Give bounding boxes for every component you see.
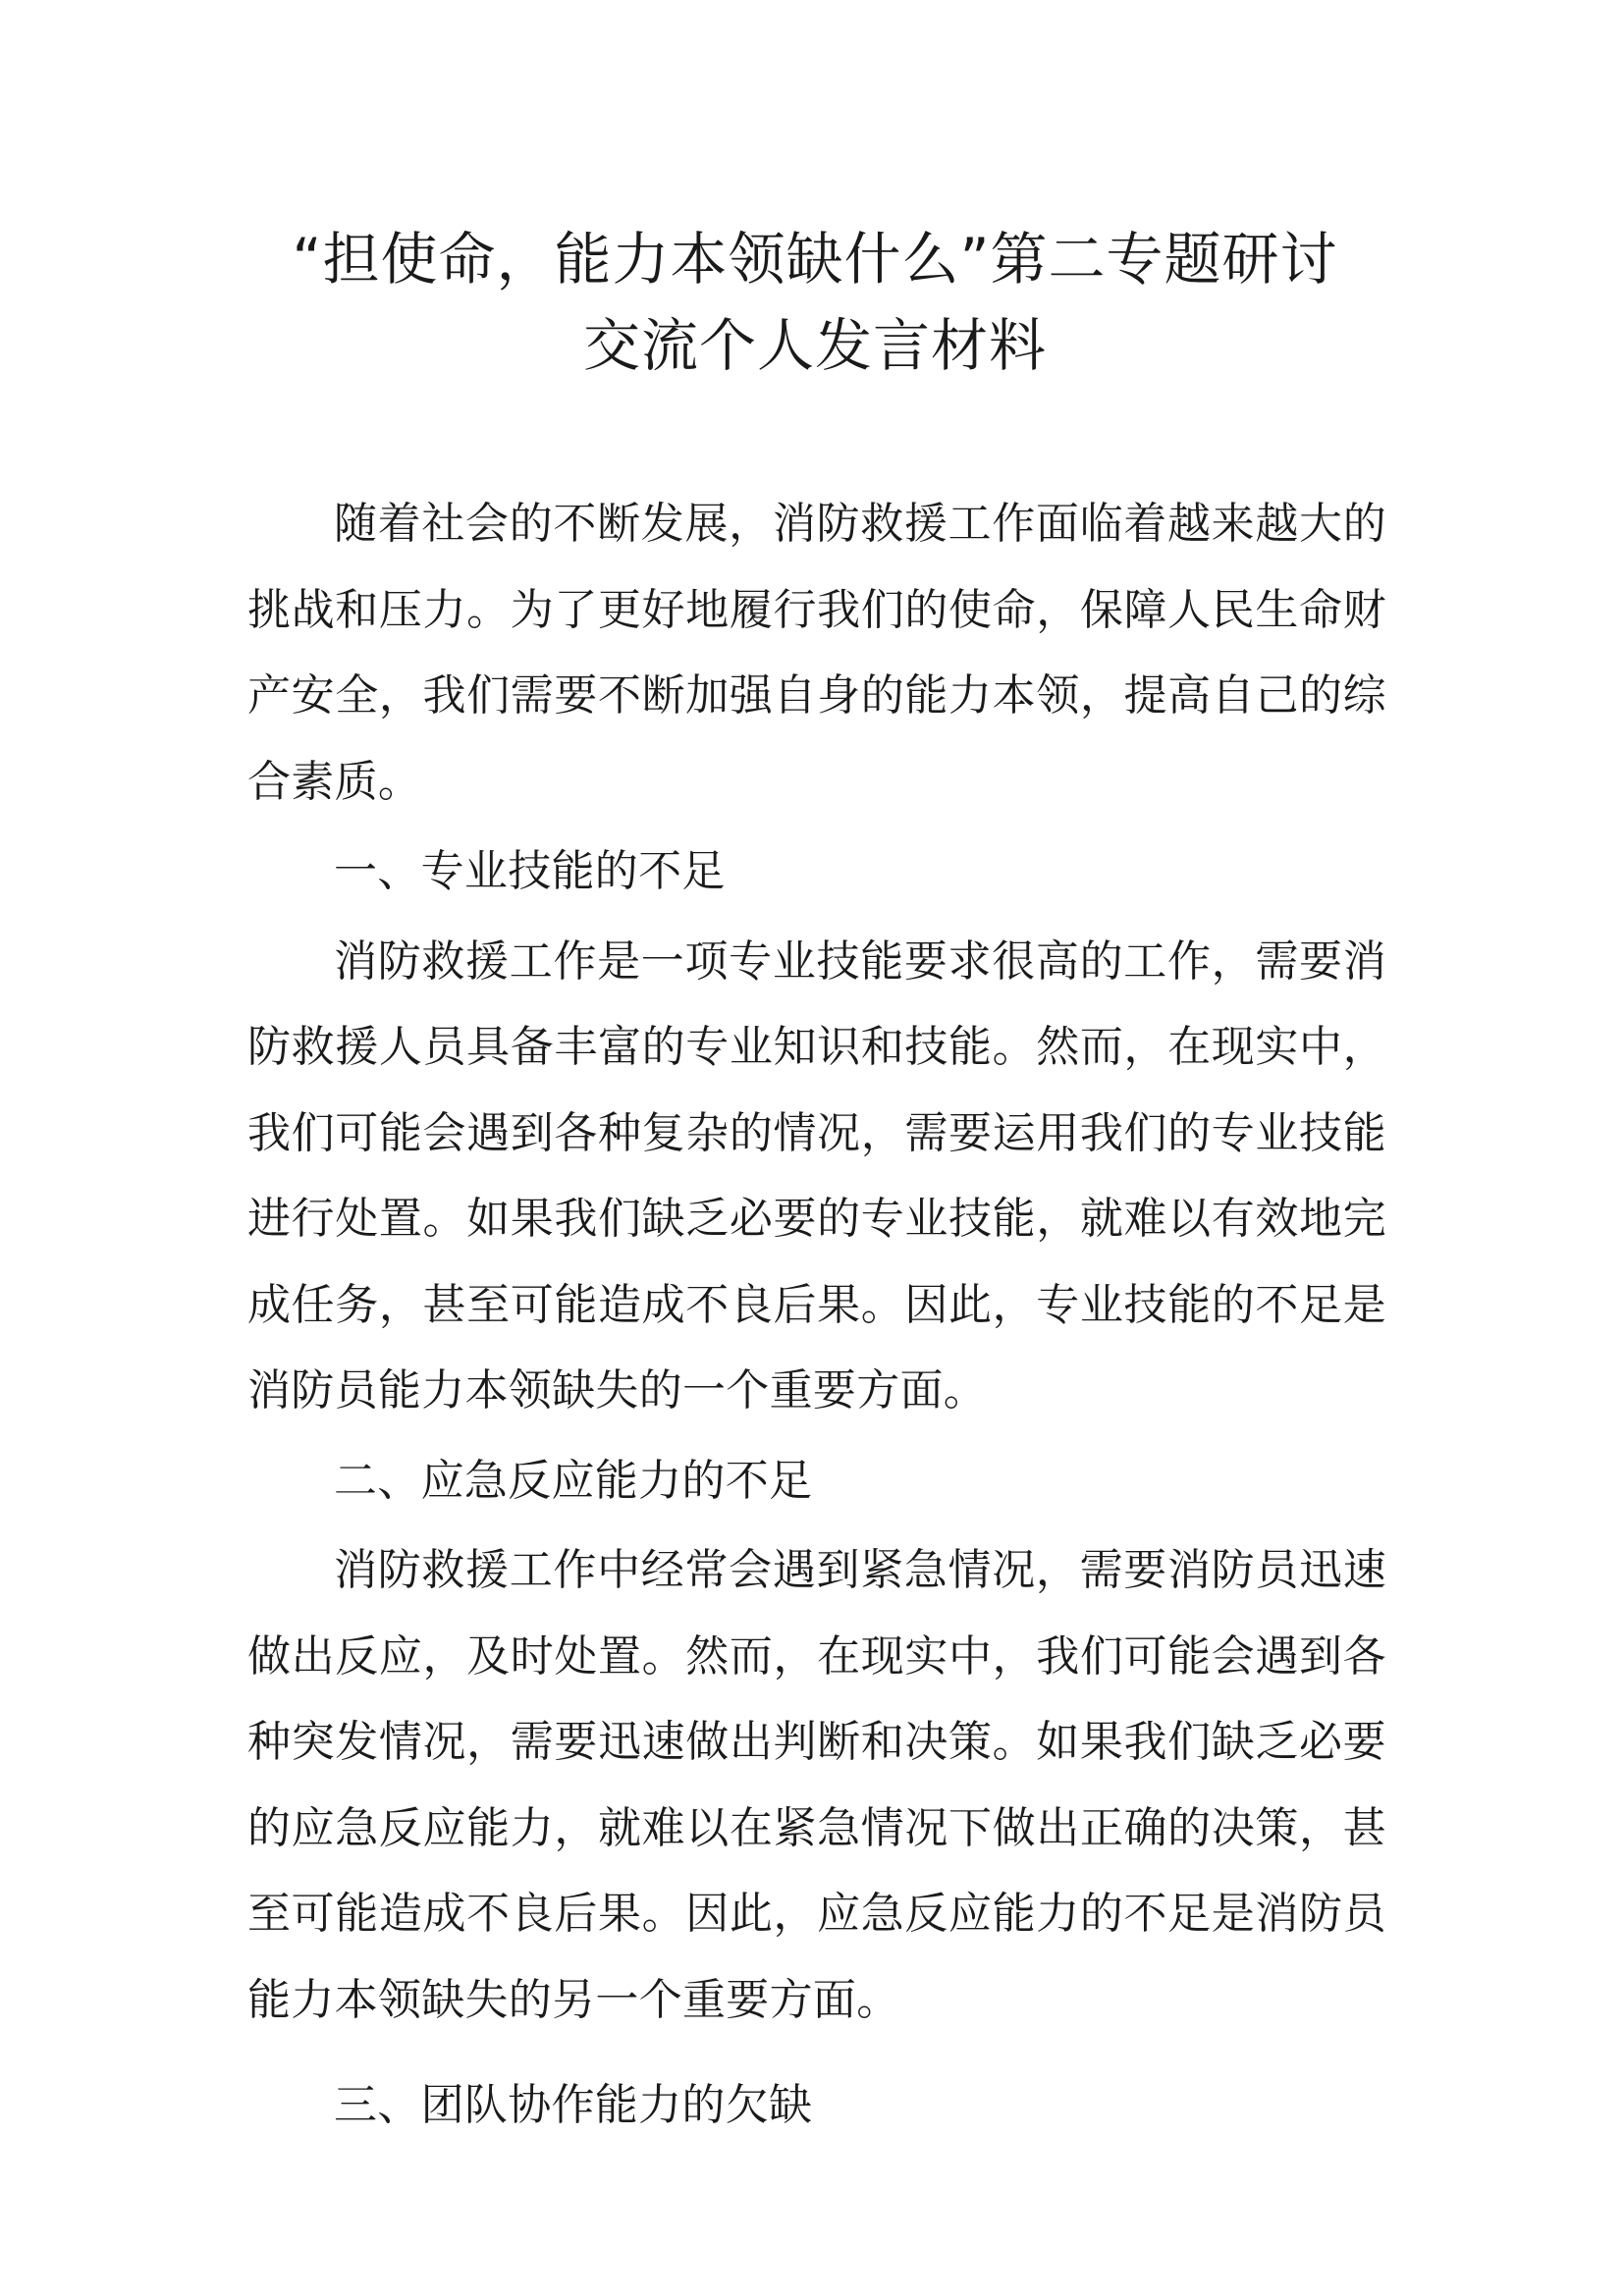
section-3-heading: 三、团队协作能力的欠缺	[334, 2080, 813, 2130]
section-2-paragraph: 消防救援工作中经常会遇到紧急情况，需要消防员迅速做出反应，及时处置。然而，在现实中，我们可能会遇到各种突发情况，需要迅速做出判断和决策。如果我们缺乏必要的应急反应能力，就难以在紧急情况下做出正确的决策，甚至可能造成不良后果。因此，应急反应能力的不足是消防员能力本领缺失的另一个重要方面。	[247, 1545, 1386, 2025]
title-line-2: 交流个人发言材料	[582, 312, 1047, 379]
title-line-1: “担使命，能力本领缺什么”第二专题研讨	[292, 226, 1338, 293]
intro-paragraph: 随着社会的不断发展，消防救援工作面临着越来越大的挑战和压力。为了更好地履行我们的使命，保障人民生命财产安全，我们需要不断加强自身的能力本领，提高自己的综合素质。	[247, 499, 1386, 807]
document-title	[245, 216, 1384, 389]
section-2-heading: 二、应急反应能力的不足	[334, 1455, 813, 1506]
section-1-heading: 一、专业技能的不足	[334, 846, 726, 896]
document-body	[247, 481, 1386, 2149]
section-1-paragraph: 消防救援工作是一项专业技能要求很高的工作，需要消防救援人员具备丰富的专业知识和技能。然而，在现实中，我们可能会遇到各种复杂的情况，需要运用我们的专业技能进行处置。如果我们缺乏必要的专业技能，就难以有效地完成任务，甚至可能造成不良后果。因此，专业技能的不足是消防员能力本领缺失的一个重要方面。	[247, 935, 1386, 1415]
